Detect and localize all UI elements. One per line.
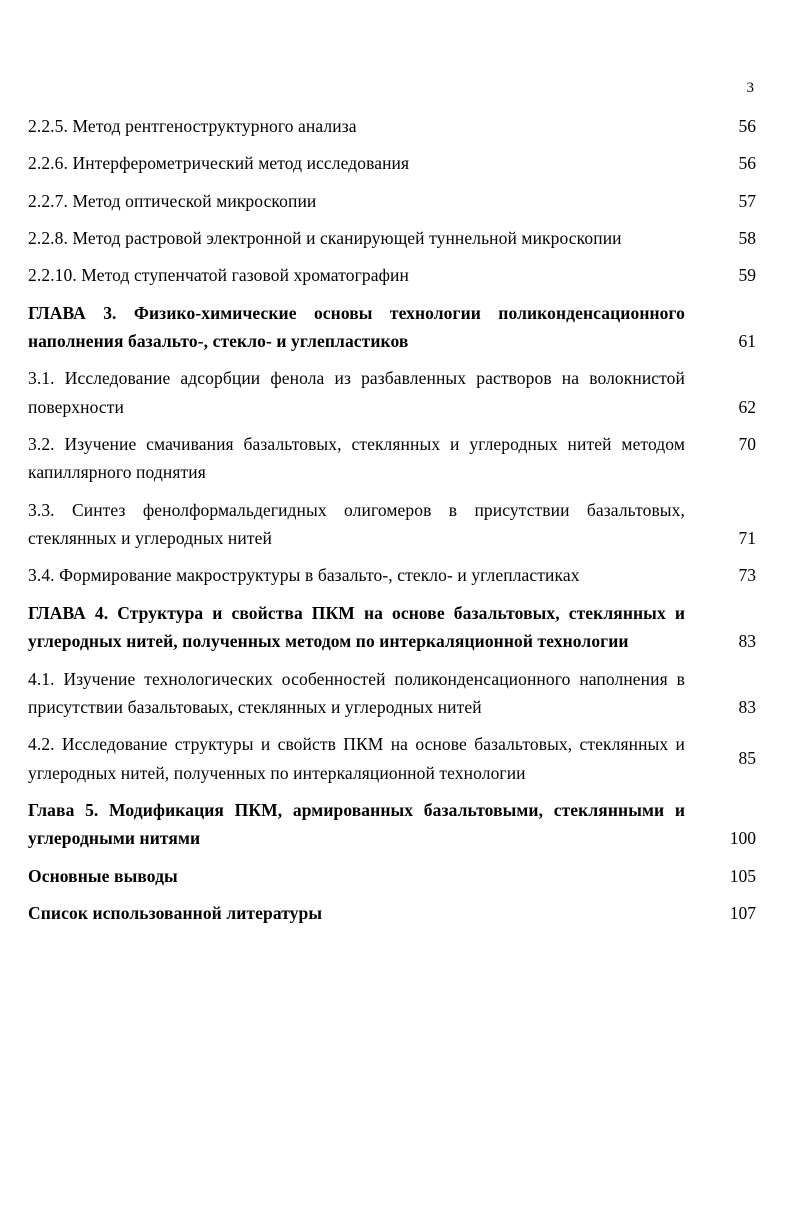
toc-entry-page: 56 (738, 116, 756, 136)
toc-entry (28, 496, 756, 553)
toc-entry-page: 83 (738, 631, 756, 652)
toc-entry-title: ГЛАВА 4. Структура и свойства ПКМ на основе базальтовых, стеклянных и углеродных нитей, полученных методом по интеркаляционной технологии (28, 602, 685, 652)
toc-entry (28, 364, 756, 421)
toc-entry (28, 224, 756, 252)
toc-entry-title: Глава 5. Модификация ПКМ, армированных базальтовыми, стеклянными и углеродными нитями (28, 799, 685, 849)
toc-entry (28, 665, 756, 722)
toc-entry-page: 56 (738, 153, 756, 174)
toc-entry-page: 62 (738, 396, 756, 417)
toc-entry-title: 2.2.7. Метод оптической микроскопии (28, 190, 317, 211)
toc-entry-title: 2.2.5. Метод рентгеноструктурного анализа (28, 116, 357, 136)
toc-entry-chapter (28, 599, 756, 656)
toc-entry (28, 730, 756, 787)
toc-entry-title: 2.2.10. Метод ступенчатой газовой хроматографин (28, 265, 409, 286)
toc-entry (28, 187, 756, 215)
toc-entry (28, 430, 756, 487)
toc-entry (28, 112, 756, 140)
toc-entry-title: 3.2. Изучение смачивания базальтовых, стеклянных и углеродных нитей методом капиллярного поднятия (28, 434, 685, 483)
toc-entry-page: 61 (738, 331, 756, 352)
toc-entry-title: Список использованной литературы (28, 902, 323, 923)
page-number: 3 (746, 80, 754, 96)
toc-entry-page: 71 (738, 528, 756, 549)
toc-entry-title: 4.1. Изучение технологических особенностей поликонденсационного наполнения в присутствии базальтоваых, стеклянных и углеродных нитей (28, 668, 685, 717)
toc-entry (28, 149, 756, 177)
toc-entry-title: 2.2.6. Интерферометрический метод исследования (28, 153, 410, 174)
toc-entry-page: 73 (738, 565, 756, 586)
toc-entry-page: 107 (729, 902, 756, 923)
toc-entry-chapter (28, 796, 756, 853)
toc-entry-page: 85 (738, 748, 756, 769)
table-of-contents (28, 112, 756, 936)
toc-entry-chapter (28, 299, 756, 356)
toc-entry-title: 3.1. Исследование адсорбции фенола из разбавленных растворов на волокнистой поверхности (28, 368, 685, 417)
toc-entry-page: 58 (738, 228, 756, 249)
toc-entry (28, 261, 756, 289)
toc-entry-page: 100 (729, 828, 756, 849)
toc-entry-page: 105 (729, 865, 756, 886)
toc-entry-chapter (28, 899, 756, 927)
toc-entry-title: 3.3. Синтез фенолформальдегидных олигомеров в присутствии базальтовых, стеклянных и углеродных нитей (28, 499, 685, 549)
toc-entry-title: 2.2.8. Метод растровой электронной и сканирующей туннельной микроскопии (28, 228, 622, 249)
toc-entry-title: 4.2. Исследование структуры и свойств ПКМ на основе базальтовых, стеклянных и углеродных нитей, полученных по интеркаляционной технологии (28, 734, 685, 783)
toc-entry-title: 3.4. Формирование макроструктуры в базальто-, стекло- и углепластиках (28, 565, 580, 586)
toc-entry-page: 70 (738, 434, 756, 455)
toc-entry-page: 59 (738, 265, 756, 286)
toc-entry-title: ГЛАВА 3. Физико-химические основы технологии поликонденсационного наполнения базальто-, стекло- и углепластиков (28, 302, 685, 352)
toc-entry-chapter (28, 862, 756, 890)
toc-entry (28, 561, 756, 589)
toc-entry-page: 83 (738, 696, 756, 717)
toc-entry-page: 57 (738, 190, 756, 211)
toc-entry-title: Основные выводы (28, 865, 178, 886)
